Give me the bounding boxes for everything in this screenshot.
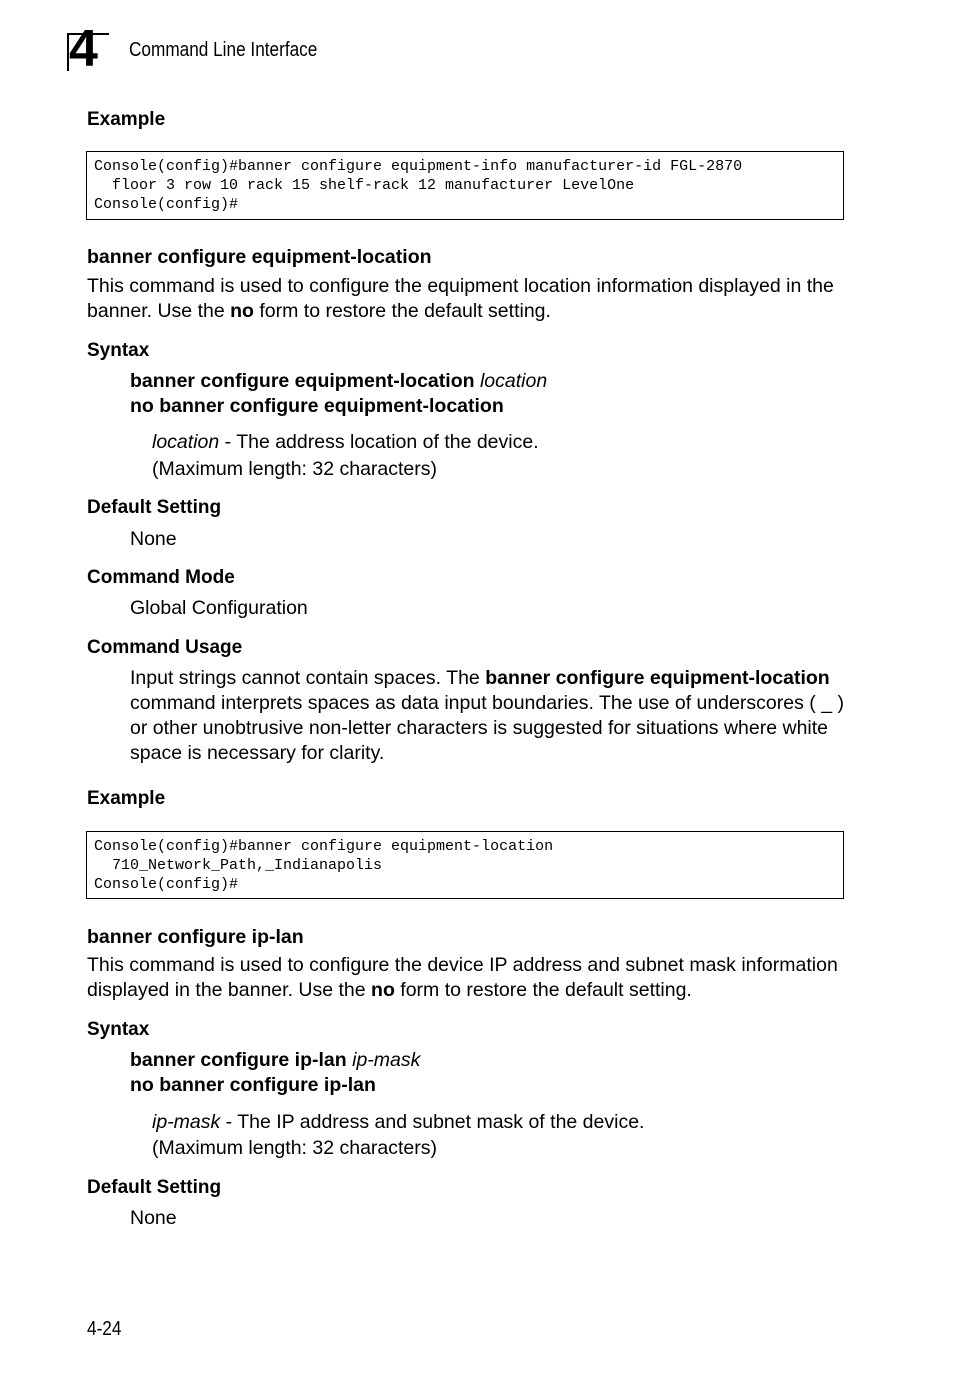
parameter-description: location - The address location of the device.	[152, 431, 539, 453]
command-description: This command is used to configure the device IP address and subnet mask information displayed in the banner. Use the no form to restore the default setting.	[87, 954, 838, 1001]
command-heading: banner configure equipment-location	[87, 246, 432, 268]
parameter-description: ip-mask - The IP address and subnet mask of the device.	[152, 1111, 645, 1133]
syntax-heading: Syntax	[87, 340, 150, 361]
command-description: This command is used to configure the equipment location information displayed in the banner. Use the no form to restore the default setting.	[87, 275, 834, 322]
chapter-number: 4	[69, 20, 96, 78]
page-number: 4-24	[87, 1318, 122, 1340]
command-usage-text: Input strings cannot contain spaces. The banner configure equipment-location command interprets spaces as data input boundaries. The use of underscores ( _ ) or other unobtrusive non-letter characters is suggested for situations where white space is necessary for clarity.	[130, 667, 844, 764]
example-heading: Example	[87, 109, 166, 130]
command-heading: banner configure ip-lan	[87, 926, 304, 948]
syntax-command: banner configure ip-lan ip-mask	[130, 1049, 421, 1071]
command-mode-heading: Command Mode	[87, 567, 235, 588]
parameter-max-length: (Maximum length: 32 characters)	[152, 458, 438, 480]
default-setting-heading: Default Setting	[87, 497, 222, 518]
running-header-title: Command Line Interface	[129, 39, 318, 61]
default-setting-value: None	[130, 1207, 177, 1229]
example-heading: Example	[87, 788, 166, 809]
command-usage-heading: Command Usage	[87, 637, 243, 658]
default-setting-value: None	[130, 528, 177, 550]
code-example: Console(config)#banner configure equipment-location 710_Network_Path,_Indianapolis Console(config)#	[86, 831, 844, 899]
syntax-command: banner configure equipment-location location	[130, 370, 548, 392]
syntax-no-command: no banner configure ip-lan	[130, 1074, 376, 1096]
default-setting-heading: Default Setting	[87, 1177, 222, 1198]
command-mode-value: Global Configuration	[130, 597, 308, 619]
parameter-max-length: (Maximum length: 32 characters)	[152, 1137, 438, 1159]
syntax-heading: Syntax	[87, 1019, 150, 1040]
code-example: Console(config)#banner configure equipment-info manufacturer-id FGL-2870 floor 3 row 10 rack 15 shelf-rack 12 manufacturer LevelOne Console(config)#	[86, 151, 844, 220]
syntax-no-command: no banner configure equipment-location	[130, 395, 504, 417]
